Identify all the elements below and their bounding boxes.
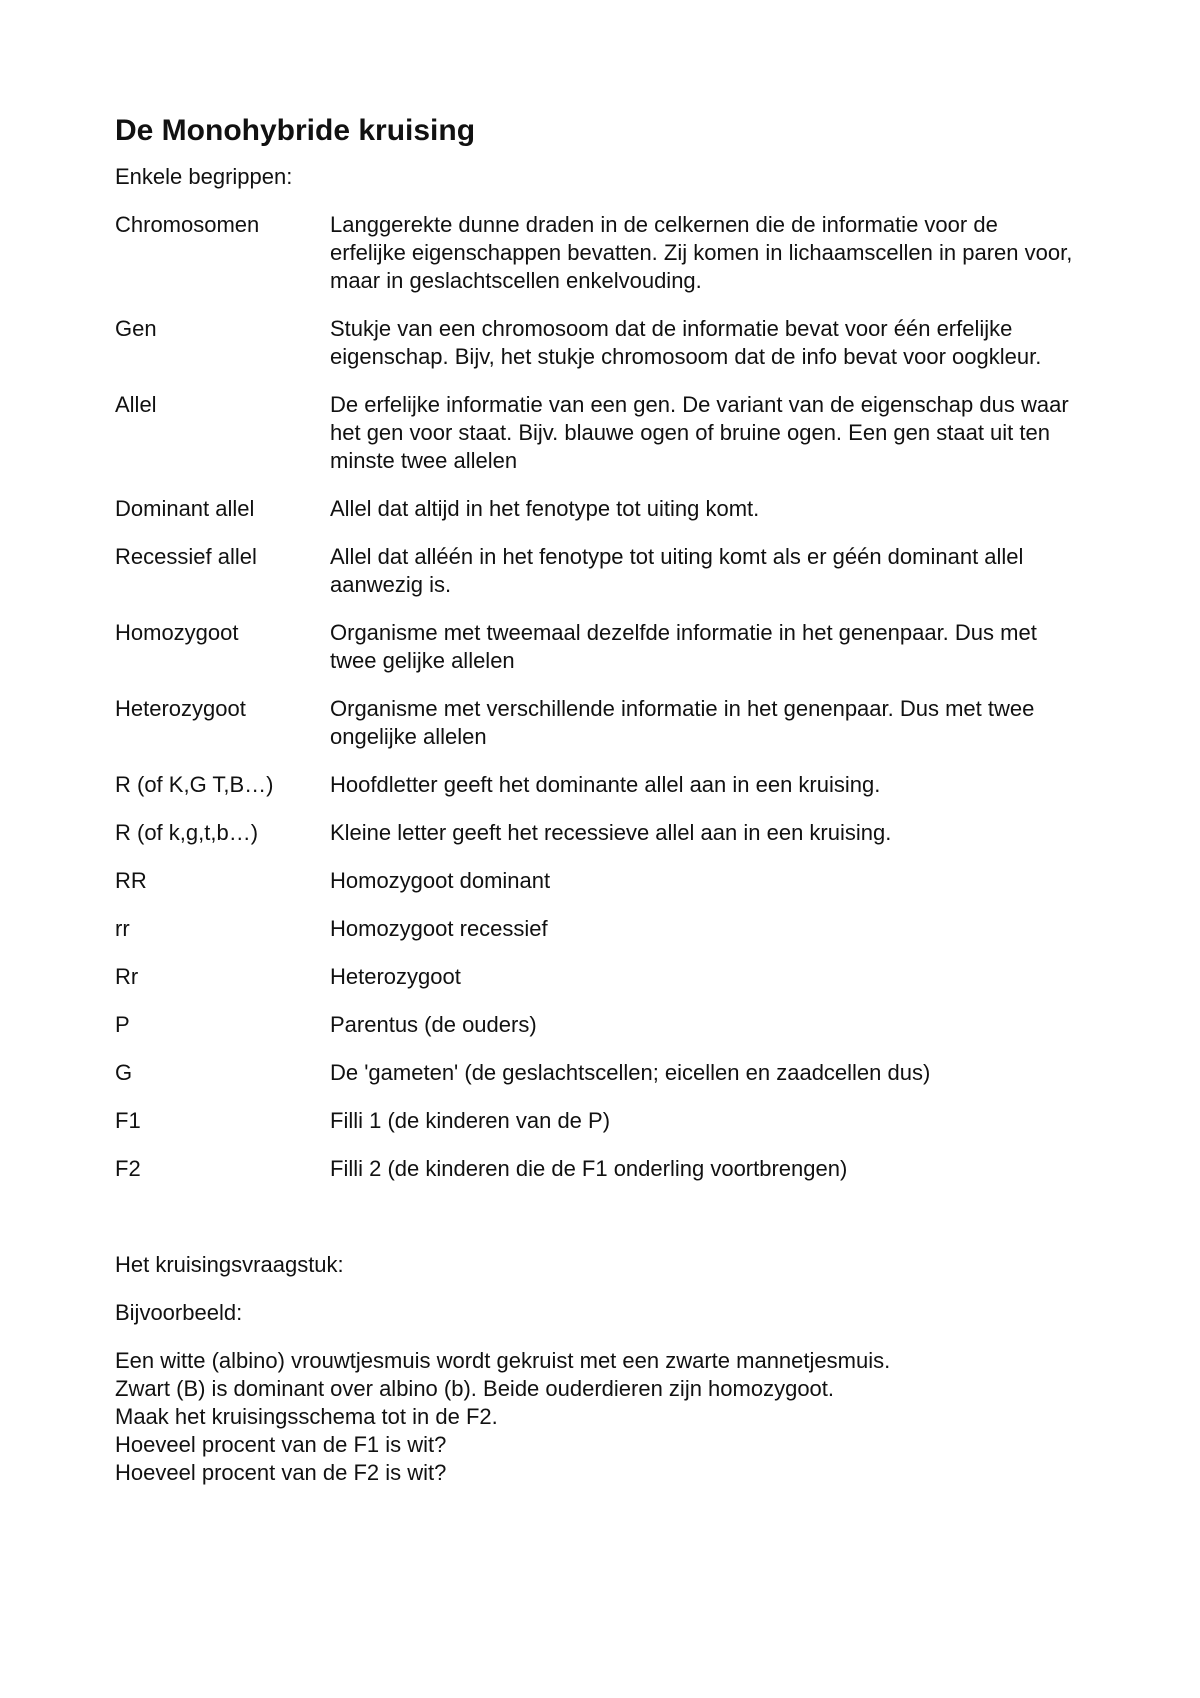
definition: De 'gameten' (de geslachtscellen; eicellen en zaadcellen dus) (330, 1060, 931, 1085)
definition-row-dominant-allel (115, 495, 1075, 523)
definition-list (115, 211, 1075, 1183)
definition-row-rr-recessive (115, 915, 1075, 943)
example-line: Maak het kruisingsschema tot in de F2. (115, 1404, 498, 1429)
definition: Homozygoot recessief (330, 916, 548, 941)
definition-row-dominant-letter (115, 771, 1075, 799)
term: Chromosomen (115, 212, 260, 237)
definition: Langgerekte dunne draden in de celkernen die de informatie voor de erfelijke eigenschappen bevatten. Zij komen in lichaamscellen in paren voor, maar in geslachtscellen enkelvouding. (330, 212, 1073, 293)
term: R (of K,G T,B…) (115, 772, 274, 797)
example-line: Hoeveel procent van de F2 is wit? (115, 1460, 447, 1485)
term: Homozygoot (115, 620, 239, 645)
definition: Filli 2 (de kinderen die de F1 onderling voortbrengen) (330, 1156, 848, 1181)
definition: Kleine letter geeft het recessieve allel aan in een kruising. (330, 820, 892, 845)
definition: Filli 1 (de kinderen van de P) (330, 1108, 611, 1133)
section-spacer (115, 1203, 1075, 1251)
term: R (of k,g,t,b…) (115, 820, 259, 845)
definition: Allel dat altijd in het fenotype tot uiting komt. (330, 496, 760, 521)
term: F2 (115, 1156, 141, 1181)
definition-row-chromosomen (115, 211, 1075, 295)
definition: De erfelijke informatie van een gen. De variant van de eigenschap dus waar het gen voor staat. Bijv. blauwe ogen of bruine ogen. Een gen staat uit ten minste twee allelen (330, 392, 1069, 473)
example-label: Bijvoorbeeld: (115, 1300, 243, 1325)
definition-row-f1 (115, 1107, 1075, 1135)
term: Gen (115, 316, 157, 341)
definition-row-rr-dominant (115, 867, 1075, 895)
example-line: Zwart (B) is dominant over albino (b). Beide ouderdieren zijn homozygoot. (115, 1376, 835, 1401)
document-body (115, 113, 1075, 1487)
term: RR (115, 868, 147, 893)
term: F1 (115, 1108, 141, 1133)
example-question (115, 1347, 1075, 1487)
example-line: Hoeveel procent van de F1 is wit? (115, 1432, 447, 1457)
term: rr (115, 916, 130, 941)
term: Heterozygoot (115, 696, 246, 721)
term: Recessief allel (115, 544, 257, 569)
definition-row-p (115, 1011, 1075, 1039)
definition-row-rr-heterozygous (115, 963, 1075, 991)
definition: Heterozygoot (330, 964, 461, 989)
term: Dominant allel (115, 496, 255, 521)
definition: Organisme met verschillende informatie in het genenpaar. Dus met twee ongelijke allelen (330, 696, 1035, 749)
intro-text: Enkele begrippen: (115, 164, 293, 189)
definition: Homozygoot dominant (330, 868, 551, 893)
definition-row-heterozygoot (115, 695, 1075, 751)
definition-row-f2 (115, 1155, 1075, 1183)
definition: Allel dat alléén in het fenotype tot uiting komt als er géén dominant allel aanwezig is. (330, 544, 1024, 597)
definition-row-recessief-allel (115, 543, 1075, 599)
term: P (115, 1012, 130, 1037)
definition: Hoofdletter geeft het dominante allel aan in een kruising. (330, 772, 881, 797)
section-heading: Het kruisingsvraagstuk: (115, 1252, 344, 1277)
definition: Stukje van een chromosoom dat de informatie bevat voor één erfelijke eigenschap. Bijv, het stukje chromosoom dat de info bevat voor oogkleur. (330, 316, 1042, 369)
definition: Organisme met tweemaal dezelfde informatie in het genenpaar. Dus met twee gelijke allelen (330, 620, 1037, 673)
definition-row-homozygoot (115, 619, 1075, 675)
term: G (115, 1060, 133, 1085)
term: Allel (115, 392, 157, 417)
definition-row-recessive-letter (115, 819, 1075, 847)
term: Rr (115, 964, 139, 989)
page-title: De Monohybride kruising (115, 114, 476, 147)
example-line: Een witte (albino) vrouwtjesmuis wordt gekruist met een zwarte mannetjesmuis. (115, 1348, 891, 1373)
definition-row-g (115, 1059, 1075, 1087)
definition-row-gen (115, 315, 1075, 371)
definition-row-allel (115, 391, 1075, 475)
definition: Parentus (de ouders) (330, 1012, 537, 1037)
